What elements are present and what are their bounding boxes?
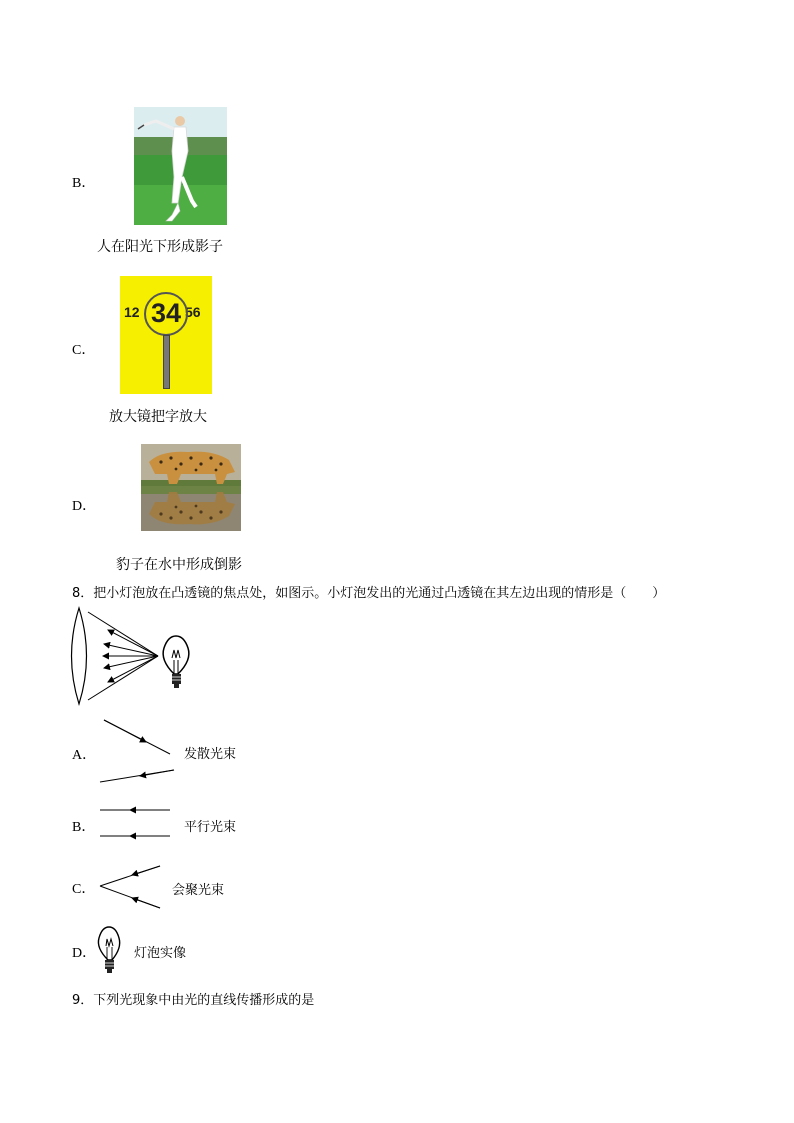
converging-beam-figure — [96, 862, 166, 912]
option-b2-label: 平行光束 — [184, 820, 237, 835]
option-c2-label: 会聚光束 — [172, 883, 225, 898]
sign-digits-right: 56 — [185, 304, 201, 320]
option-d2-letter: D． — [72, 946, 97, 961]
magnifier-handle — [163, 335, 170, 389]
option-c-letter: C． — [72, 343, 96, 358]
diverging-beam-figure — [98, 716, 180, 786]
sign-digits-left: 12 — [124, 304, 140, 320]
option-b-caption: 人在阳光下形成影子 — [97, 239, 223, 255]
option-d2-label: 灯泡实像 — [134, 946, 187, 961]
option-a-letter: A． — [72, 748, 97, 763]
option-c-caption: 放大镜把字放大 — [109, 409, 207, 425]
bulb-image-icon — [94, 924, 126, 974]
option-c2-letter: C． — [72, 882, 96, 897]
golfer-photo — [134, 107, 227, 225]
option-b-letter: B． — [72, 176, 96, 191]
sign-digits-magnified: 34 — [150, 298, 182, 328]
parallel-beam-figure — [98, 802, 174, 842]
leopard-reflection-photo — [141, 444, 241, 531]
option-d-caption: 豹子在水中形成倒影 — [116, 557, 242, 573]
question-9-text: 9．下列光现象中由光的直线传播形成的是 — [72, 993, 315, 1008]
light-bulb-icon — [163, 636, 189, 688]
magnifier-sign — [120, 276, 212, 394]
question-8-text: 8．把小灯泡放在凸透镜的焦点处，如图示。小灯泡发出的光通过凸透镜在其左边出现的情形是（ ） — [72, 586, 666, 601]
option-d-letter: D． — [72, 499, 97, 514]
lens-bulb-figure — [70, 604, 200, 708]
option-b2-letter: B． — [72, 820, 96, 835]
convex-lens — [72, 608, 87, 704]
option-a-label: 发散光束 — [184, 747, 237, 762]
